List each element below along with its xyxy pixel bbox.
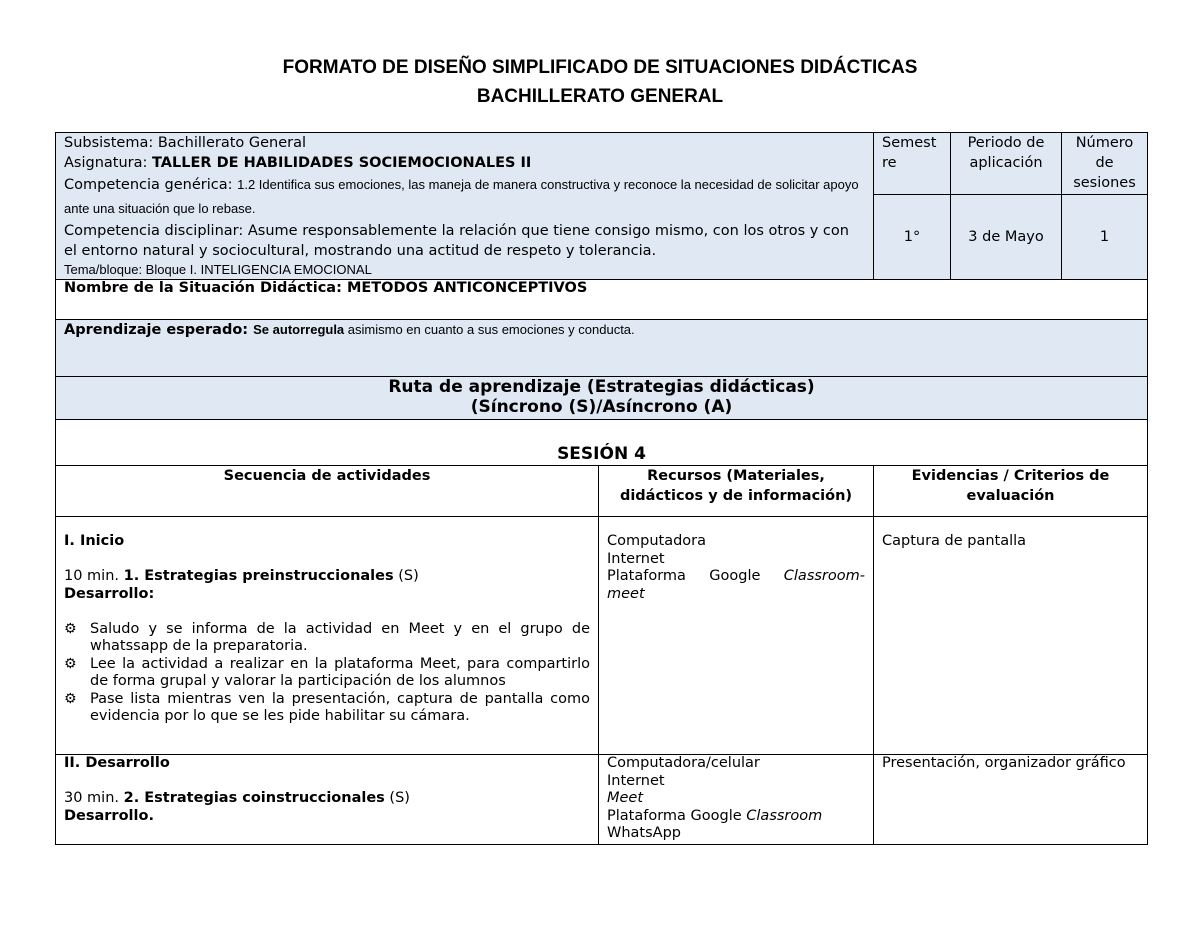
ruta-line2: (Síncrono (S)/Asíncrono (A): [470, 397, 733, 417]
document-title: FORMATO DE DISEÑO SIMPLIFICADO DE SITUACIONES DIDÁCTICAS: [282, 57, 918, 78]
desarrollo-subtitle: Desarrollo.: [64, 807, 154, 824]
resource-item: Computadora/celular: [607, 755, 760, 771]
periodo-header: Periodo de aplicación: [951, 133, 1062, 195]
desarrollo-cell: [56, 755, 599, 845]
situacion-label: Nombre de la Situación Didáctica:: [64, 280, 347, 296]
inicio-evidence-cell: Captura de pantalla: [874, 517, 1148, 755]
inicio-mode: (S): [393, 568, 419, 584]
subsistema-label: Subsistema:: [64, 135, 158, 151]
tema-value: Bloque I. INTELIGENCIA EMOCIONAL: [145, 262, 372, 277]
resource-platform-italic: Classroom: [746, 807, 823, 824]
resource-item: Internet: [607, 772, 665, 789]
aprendizaje-bold-value: Se autorregula: [253, 322, 345, 337]
recursos-header: Recursos (Materiales, didácticos y de información): [599, 466, 874, 517]
asignatura-label: Asignatura:: [64, 155, 152, 171]
gear-icon: ⚙: [64, 690, 77, 707]
aprendizaje-cell: [56, 320, 1148, 377]
subsistema-value: Bachillerato General: [157, 135, 307, 151]
desarrollo-time: 30 min.: [64, 790, 124, 806]
inicio-strategy: 1. Estrategias preinstruccionales: [123, 568, 394, 584]
inicio-subtitle: Desarrollo:: [64, 585, 155, 602]
semestre-header: Semestre: [874, 133, 951, 195]
sesiones-value: 1: [1062, 195, 1148, 280]
evidencias-header: Evidencias / Criterios de evaluación: [874, 466, 1148, 517]
aprendizaje-value: asimismo en cuanto a sus emociones y conducta.: [344, 322, 635, 337]
session-title: SESIÓN 4: [557, 444, 646, 464]
didactic-format-table: [55, 132, 1148, 845]
inicio-title: I. Inicio: [64, 533, 125, 549]
gear-icon: ⚙: [64, 620, 77, 637]
ruta-line1: Ruta de aprendizaje (Estrategias didácticas): [388, 377, 815, 397]
secuencia-header: Secuencia de actividades: [56, 466, 599, 517]
tema-label: Tema/bloque:: [64, 262, 146, 277]
inicio-cell: [56, 517, 599, 755]
list-item: ⚙ Pase lista mientras ven la presentación, captura de pantalla como evidencia por lo que se les pide habilitar su cámara.: [64, 690, 590, 724]
situacion-cell: [56, 280, 1148, 320]
inicio-resources-cell: [599, 517, 874, 755]
resource-item: Computadora: [607, 533, 707, 549]
resource-platform: Plataforma Google: [607, 568, 784, 584]
subject-info-cell: [56, 133, 874, 280]
session-title-cell: [56, 420, 1148, 466]
sesiones-header: Número de sesiones: [1062, 133, 1148, 195]
periodo-value: 3 de Mayo: [951, 195, 1062, 280]
inicio-time: 10 min.: [64, 568, 124, 584]
semestre-value: 1°: [874, 195, 951, 280]
competencia-generica-value: 1.2 Identifica sus emociones, las maneja de manera constructiva y reconoce la necesidad de solicitar apoyo ante una situación que lo rebase.: [64, 177, 859, 216]
resource-whatsapp: WhatsApp: [607, 825, 681, 841]
competencia-disciplinar-value: Asume responsablemente la relación que tiene consigo mismo, con los otros y con el entorno natural y sociocultural, mostrando una actitud de respeto y tolerancia.: [64, 223, 849, 259]
gear-icon: ⚙: [64, 655, 77, 672]
competencia-generica-label: Competencia genérica:: [64, 177, 238, 193]
asignatura-value: TALLER DE HABILIDADES SOCIEMOCIONALES II: [152, 155, 532, 171]
list-item: ⚙ Saludo y se informa de la actividad en Meet y en el grupo de whatssapp de la preparatoria.: [64, 620, 590, 654]
resource-platform-italic: Classroom-meet: [607, 568, 865, 602]
document-subtitle: BACHILLERATO GENERAL: [476, 86, 724, 107]
resource-meet: Meet: [607, 790, 644, 806]
ruta-cell: [56, 377, 1148, 420]
resource-platform: Plataforma Google: [607, 807, 747, 824]
desarrollo-resources-cell: [599, 755, 874, 845]
desarrollo-mode: (S): [384, 790, 410, 806]
situacion-value: METODOS ANTICONCEPTIVOS: [346, 280, 588, 296]
competencia-disciplinar-label: Competencia disciplinar:: [64, 223, 248, 239]
desarrollo-evidence-cell: Presentación, organizador gráfico: [874, 755, 1148, 845]
resource-item: Internet: [607, 550, 665, 567]
list-item: ⚙ Lee la actividad a realizar en la plataforma Meet, para compartirlo de forma grupal y valorar la participación de los alumnos: [64, 655, 590, 689]
aprendizaje-label: Aprendizaje esperado:: [64, 322, 254, 338]
desarrollo-title: II. Desarrollo: [64, 755, 170, 771]
desarrollo-strategy: 2. Estrategias coinstruccionales: [123, 790, 385, 806]
inicio-activities-list: [64, 621, 590, 726]
